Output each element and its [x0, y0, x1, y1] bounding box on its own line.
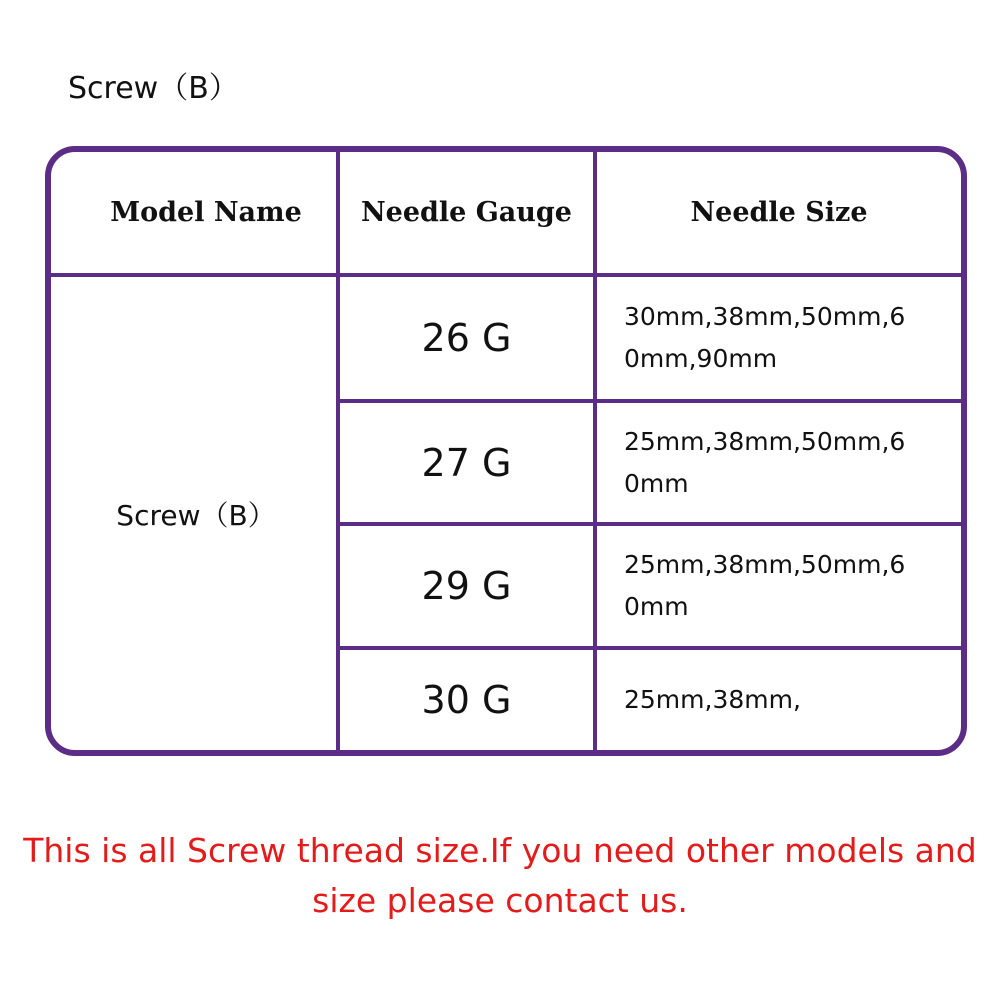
contact-note-line-2: size please contact us. — [312, 881, 688, 920]
gauge-cell-29g: 29 G — [421, 564, 512, 608]
needle-spec-table — [45, 146, 967, 756]
header-needle-gauge: Needle Gauge — [361, 197, 572, 228]
page-title: Screw（B） — [68, 71, 239, 106]
header-model-name: Model Name — [110, 197, 302, 228]
size-cell-29g — [597, 526, 961, 646]
gauge-cell-27g: 27 G — [421, 440, 512, 485]
size-text-27g: 25mm,38mm,50mm,60mm — [624, 426, 906, 498]
size-cell-26g — [597, 277, 961, 399]
contact-note — [0, 826, 1000, 926]
size-cell-30g — [597, 650, 961, 750]
gauge-cell-30g: 30 G — [421, 678, 512, 722]
size-cell-27g — [597, 403, 961, 522]
contact-note-line-1: This is all Screw thread size.If you need other models and — [23, 831, 977, 870]
size-text-30g: 25mm,38mm, — [624, 685, 801, 714]
header-needle-size: Needle Size — [690, 197, 868, 228]
size-text-26g: 30mm,38mm,50mm,60mm,90mm — [624, 302, 906, 373]
model-name-cell: Screw（B） — [116, 498, 276, 532]
size-text-29g: 25mm,38mm,50mm,60mm — [624, 550, 906, 621]
gauge-cell-26g: 26 G — [421, 316, 512, 360]
